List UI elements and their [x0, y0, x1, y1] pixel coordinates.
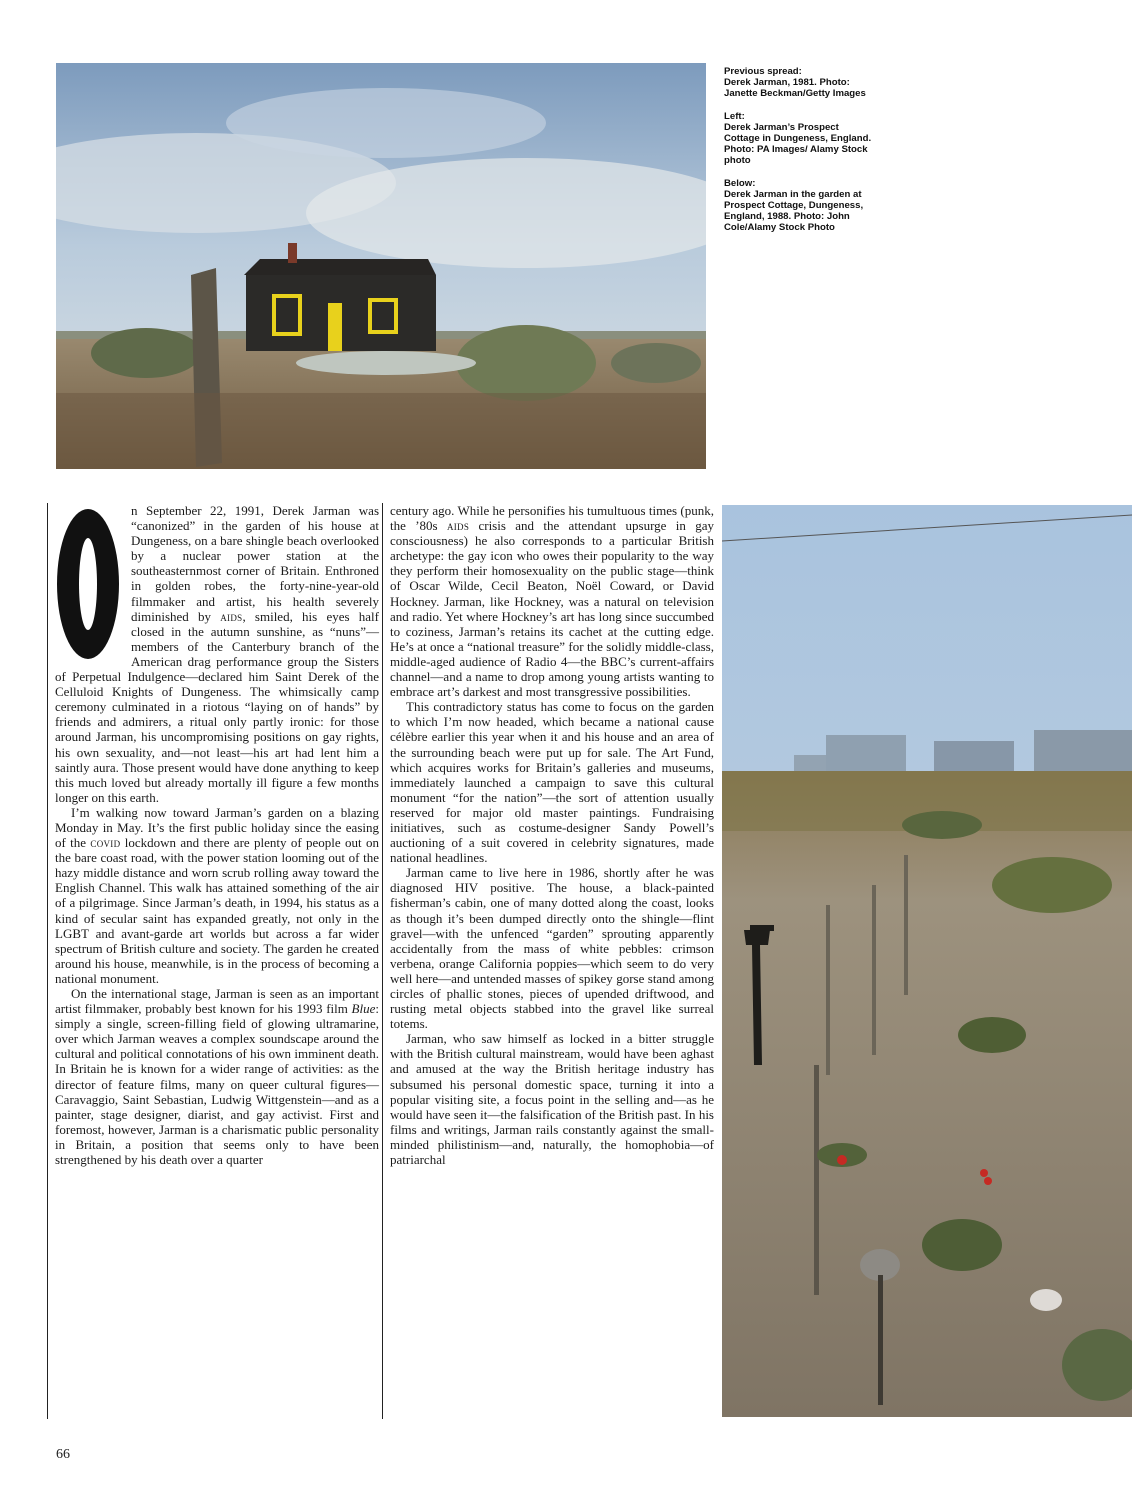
cottage-photo-graphic — [56, 63, 706, 469]
drop-cap-glyph — [53, 505, 123, 663]
article-paragraph: This contradictory status has come to focus on the garden to which I’m now headed, which became a national cause célèbre earlier this year when it and his house and an area of the surrounding beach were put up for sale. The Art Fund, which acquires works for Britain’s galleries and museums, immediately launched a campaign to save this cultural monument “for the nation”—the sort of attention usually reserved for major old master paintings. Fundraising initiatives, such as costume-designer Sandy Powell’s auctioning of a suit covered in celebrity signatures, made national headlines. — [390, 699, 714, 866]
article-column-right — [390, 503, 714, 1167]
article-column-left — [55, 503, 379, 1167]
page-number: 66 — [56, 1447, 70, 1462]
column-rule-left — [47, 503, 48, 1419]
article-paragraph: I’m walking now toward Jarman’s garden on a blazing Monday in May. It’s the first public holiday since the easing of the covid lockdown and there are plenty of people out on the bare coast road, with the power station looming out of the hazy middle distance and worn scrub rolling away toward the English Channel. This walk has attained something of the air of a pilgrimage. Since Jarman’s death, in 1994, his status as a kind of secular saint has expanded greatly, not only in the LGBT and avant-garde art worlds but across a far wider spectrum of British culture and society. The garden he created around his house, meanwhile, is in the process of becoming a national monument. — [55, 804, 379, 986]
garden-photo-graphic — [722, 505, 1132, 1417]
drop-cap — [53, 505, 123, 663]
cottage-photo — [56, 63, 706, 469]
caption-below: Below: Derek Jarman in the garden at Prospect Cottage, Dungeness, England, 1988. Photo: John Cole/Alamy Stock Photo — [724, 177, 864, 234]
caption-previous-spread: Previous spread: Derek Jarman, 1981. Photo: Janette Beckman/Getty Images — [724, 66, 866, 100]
article-paragraph: Jarman, who saw himself as locked in a bitter struggle with the British cultural mainstream, would have been aghast and amused at the way the British heritage industry has subsumed his personal domestic space, turning it into a popular visiting site, a focus point in the selling and—as he would have seen it—the falsification of the British past. In his films and writings, Jarman rails constantly against the small-minded philistinism—and, naturally, the homophobia—of patriarchal — [390, 1031, 714, 1168]
photo-captions — [724, 66, 874, 245]
article-paragraph: Jarman came to live here in 1986, shortly after he was diagnosed HIV positive. The house, a black-painted fisherman’s cabin, one of many dotted along the coast, looks as though it’s been dumped directly onto the shingle—flint gravel—with the unfenced “garden” sprouting apparently accidentally from the mass of white pebbles: crimson verbena, orange California poppies—which seem to do very well here—and untended masses of spikey gorse stand among circles of phallic stones, pieces of upended driftwood, and rusting metal objects stabbed into the gravel like surreal totems. — [390, 865, 714, 1032]
garden-photo — [722, 505, 1132, 1417]
article-paragraph: On the international stage, Jarman is seen as an important artist filmmaker, probably best known for his 1993 film Blue: simply a single, screen-filling field of glowing ultramarine, over which Jarman weaves a complex soundscape around the cultural and political connotations of his own imminent death. In Britain he is known for a wider range of activities: as the director of feature films, many on queer cultural figures—Caravaggio, Saint Sebastian, Ludwig Wittgenstein—and as a painter, stage designer, diarist, and gay activist. First and foremost, however, Jarman is a charismatic public personality in Britain, a position that seems only to have been strengthened by his death over a quarter — [55, 986, 379, 1168]
column-rule-middle — [382, 503, 383, 1419]
caption-left: Left: Derek Jarman’s Prospect Cottage in Dungeness, England. Photo: PA Images/ Alamy Stock photo — [724, 110, 872, 167]
article-paragraph: O n September 22, 1991, Derek Jarman was “canonized” in the garden of his house at Dungeness, on a bare shingle beach overlooked by a nuclear power station at the southeasternmost corner of Britain. Enthroned in golden robes, the forty-nine-year-old filmmaker and artist, his health severely diminished by aids, smiled, his eyes half closed in the autumn sunshine, as “nuns”—members of the Canterbury branch of the American drag performance group the Sisters of Perpetual Indulgence—declared him Saint Derek of the Celluloid Knights of Dungeness. The whimsically camp ceremony culminated in a riotous “laying on of hands” by friends and admirers, a ritual only partly ironic: for those around Jarman, his uncompromising positions on gay rights, his own sexuality, and—not least—his art had lent him a saintly aura. Those present would have done anything to keep this much loved but already mortally ill figure a few months longer on this earth. — [55, 503, 379, 805]
article-paragraph: century ago. While he personifies his tumultuous times (punk, the ’80s aids crisis and the attendant upsurge in gay consciousness) he also corresponds to a particular British archetype: the gay icon who owes their popularity to the way they perform their homosexuality on the public stage—think of Oscar Wilde, Cecil Beaton, Noël Coward, or David Hockney. Jarman, like Hockney, was a natural on television and radio. Yet where Hockney’s art has long since succumbed to coziness, Jarman’s retains its cachet at the cutting edge. He’s at once a “national treasure” for the solidly middle-class, middle-aged audience of Radio 4—the BBC’s current-affairs channel—and a name to drop among young artists wanting to embrace art’s darkest and most transgressive possibilities. — [390, 503, 714, 700]
svg-text:O: O — [87, 645, 89, 646]
